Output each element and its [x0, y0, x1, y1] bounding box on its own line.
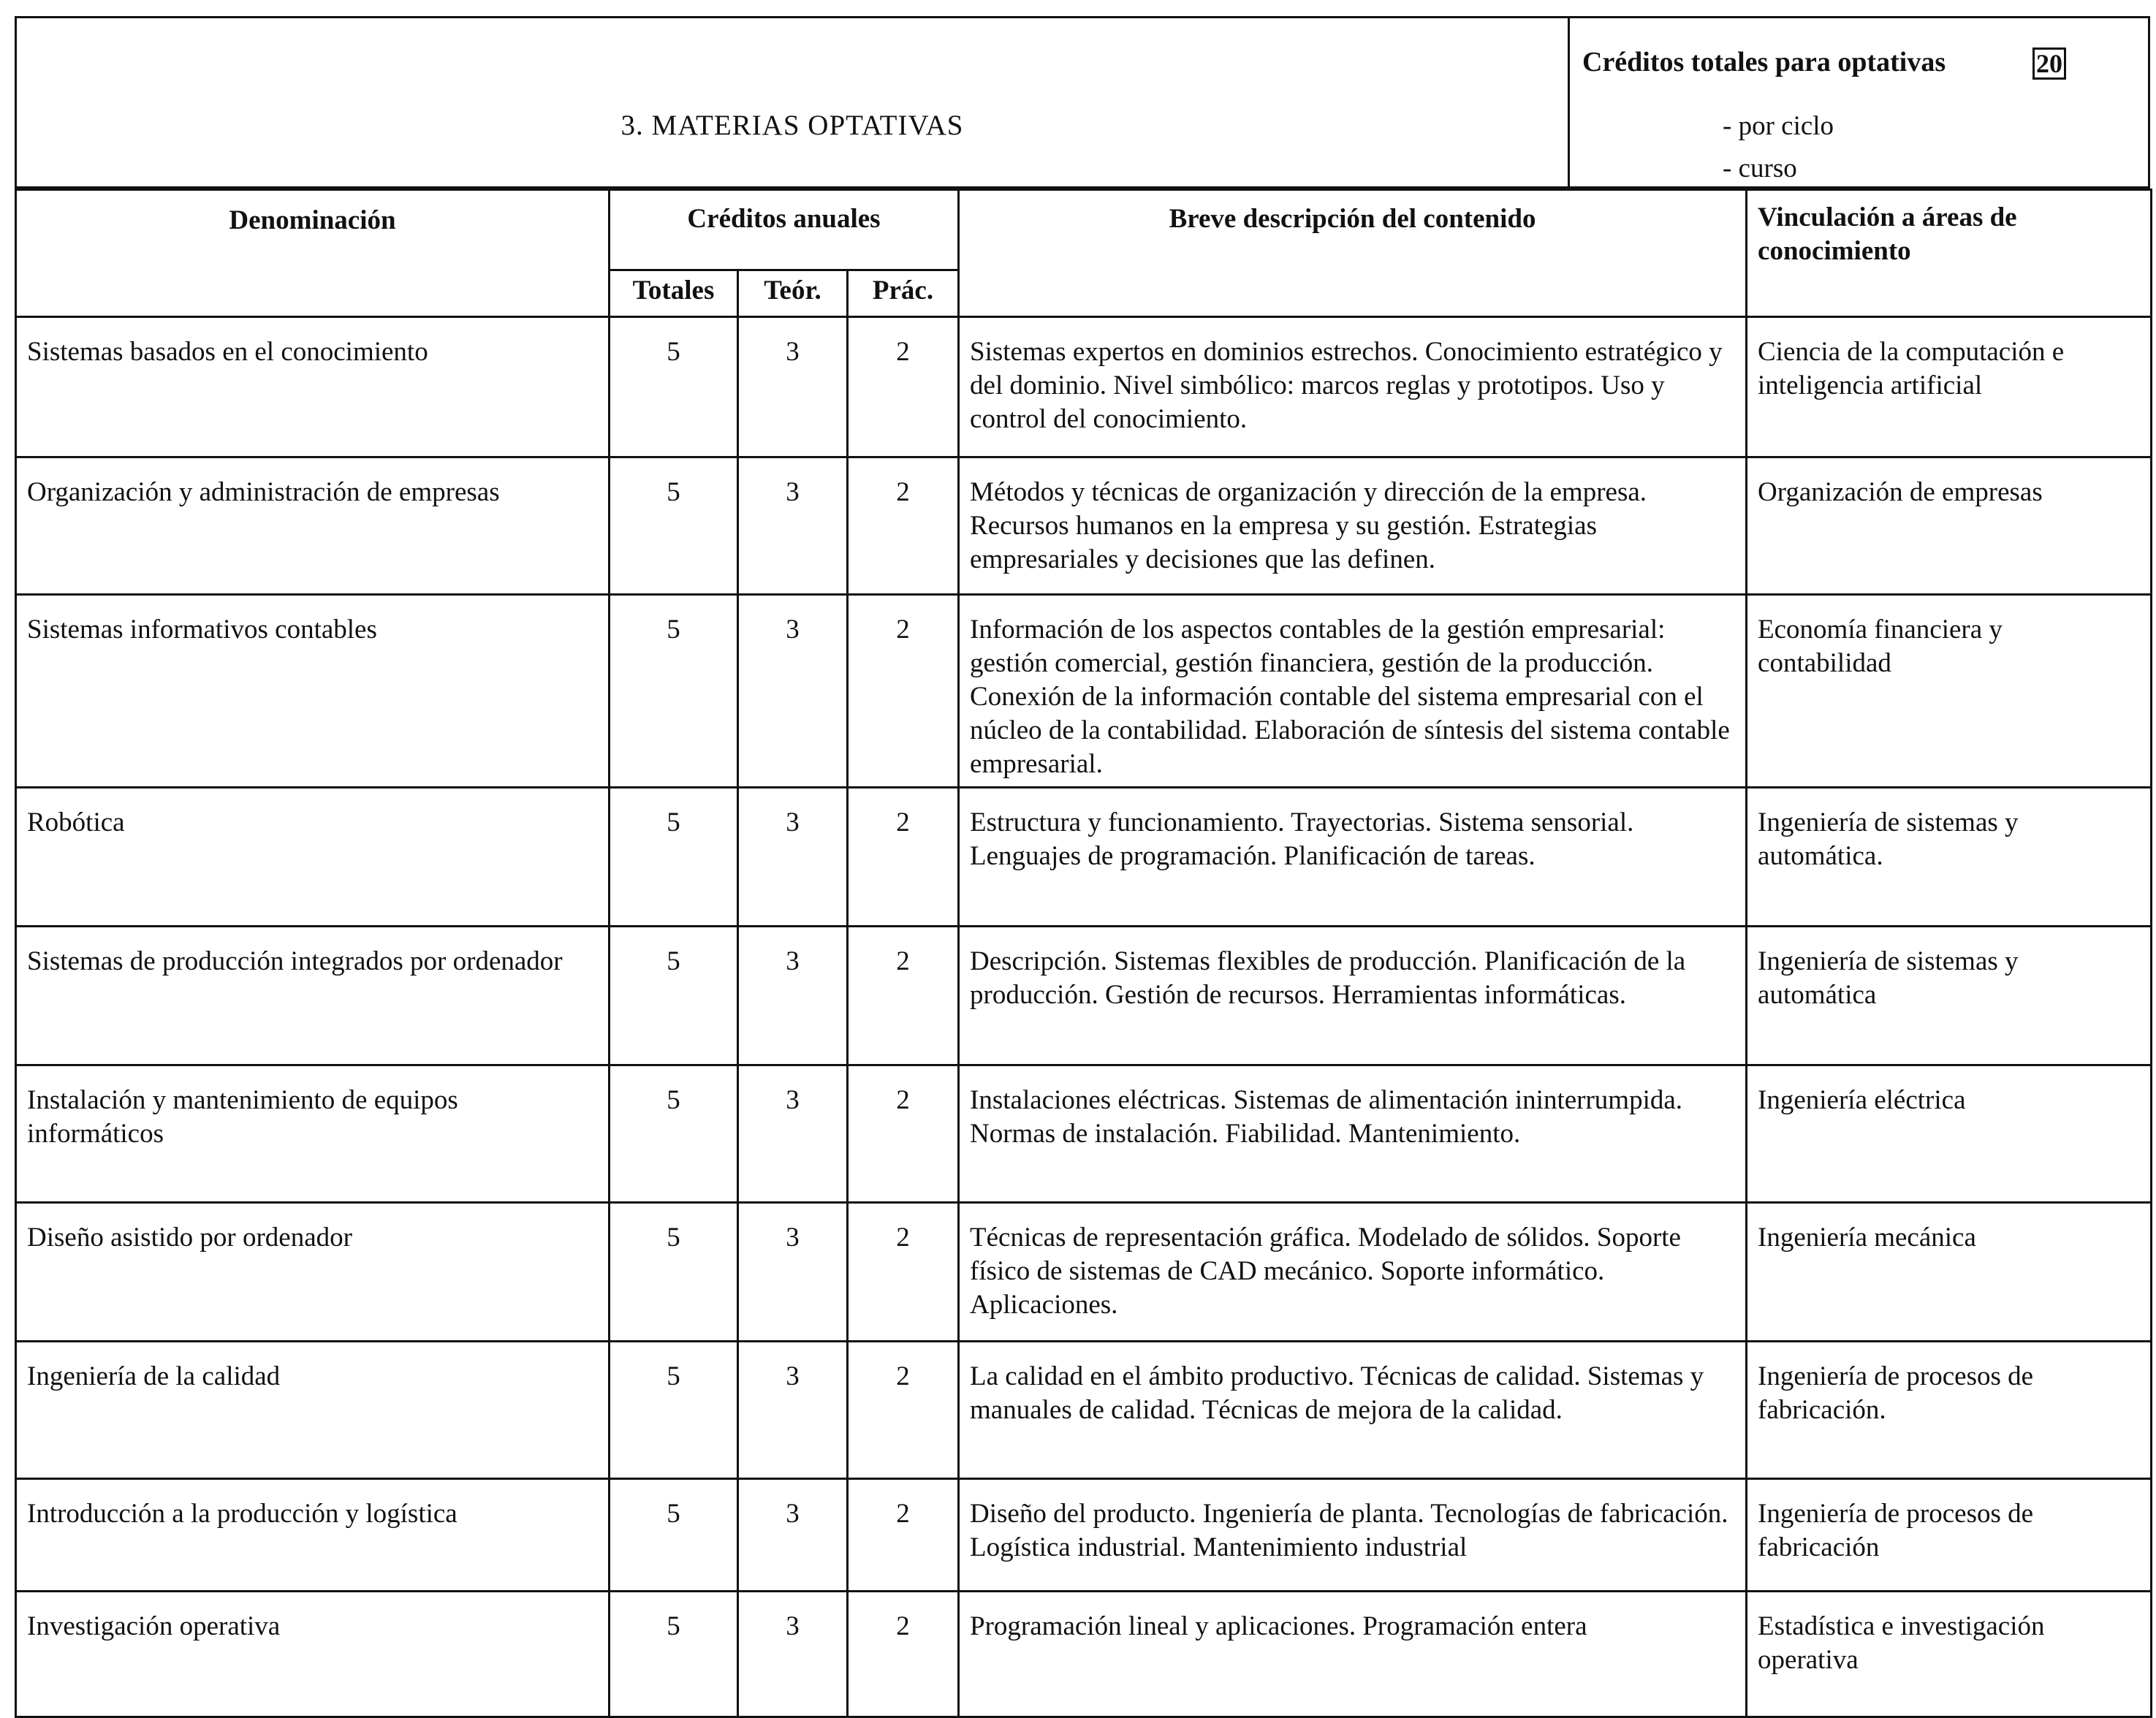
- per-cycle-label: - por ciclo: [1723, 111, 1834, 141]
- column-header-credits: Créditos anuales: [610, 190, 959, 270]
- knowledge-area: Ciencia de la computación e inteligencia artificial: [1747, 317, 2152, 457]
- table-row: [16, 788, 2152, 927]
- credits-theory: 3: [738, 927, 848, 1065]
- column-header-name: Denominación: [16, 190, 610, 317]
- table-body: [16, 317, 2152, 1717]
- credits-practice: 2: [848, 317, 959, 457]
- knowledge-area: Ingeniería de procesos de fabricación: [1747, 1479, 2152, 1592]
- knowledge-area: Ingeniería de sistemas y automática: [1747, 927, 2152, 1065]
- credits-theory: 3: [738, 1203, 848, 1342]
- credits-practice: 2: [848, 1203, 959, 1342]
- knowledge-area: Estadística e investigación operativa: [1747, 1592, 2152, 1717]
- course-description: Métodos y técnicas de organización y dirección de la empresa. Recursos humanos en la empresa y su gestión. Estrategias empresariales y decisiones que las definen.: [959, 457, 1747, 595]
- course-name: Sistemas informativos contables: [16, 595, 610, 788]
- header-divider: [1568, 18, 1570, 186]
- course-description: La calidad en el ámbito productivo. Técnicas de calidad. Sistemas y manuales de calidad. Técnicas de mejora de la calidad.: [959, 1342, 1747, 1479]
- credits-total: 5: [610, 1479, 738, 1592]
- section-header: [15, 16, 2150, 189]
- credits-total: 5: [610, 457, 738, 595]
- credits-practice: 2: [848, 595, 959, 788]
- credits-practice: 2: [848, 1479, 959, 1592]
- course-name: Instalación y mantenimiento de equipos informáticos: [16, 1065, 610, 1203]
- course-description: Instalaciones eléctricas. Sistemas de alimentación ininterrumpida. Normas de instalación. Fiabilidad. Mantenimiento.: [959, 1065, 1747, 1203]
- per-course-label: - curso: [1723, 153, 1797, 183]
- total-credits-label: Créditos totales para optativas: [1582, 47, 1946, 77]
- course-name: Robótica: [16, 788, 610, 927]
- course-description: Sistemas expertos en dominios estrechos. Conocimiento estratégico y del dominio. Nivel simbólico: marcos reglas y prototipos. Uso y control del conocimiento.: [959, 317, 1747, 457]
- course-name: Sistemas de producción integrados por ordenador: [16, 927, 610, 1065]
- course-name: Sistemas basados en el conocimiento: [16, 317, 610, 457]
- credits-total: 5: [610, 788, 738, 927]
- course-description: Diseño del producto. Ingeniería de planta. Tecnologías de fabricación. Logística industrial. Mantenimiento industrial: [959, 1479, 1747, 1592]
- column-header-theory: Teór.: [738, 270, 848, 317]
- credits-practice: 2: [848, 1342, 959, 1479]
- credits-practice: 2: [848, 1592, 959, 1717]
- page-title: 3. MATERIAS OPTATIVAS: [620, 110, 964, 141]
- course-description: Programación lineal y aplicaciones. Programación entera: [959, 1592, 1747, 1717]
- credits-practice: 2: [848, 927, 959, 1065]
- credits-total: 5: [610, 595, 738, 788]
- knowledge-area: Ingeniería mecánica: [1747, 1203, 2152, 1342]
- credits-practice: 2: [848, 457, 959, 595]
- credits-total: 5: [610, 927, 738, 1065]
- table-header-row: [16, 190, 2152, 270]
- course-description: Técnicas de representación gráfica. Modelado de sólidos. Soporte físico de sistemas de CAD mecánico. Soporte informático. Aplicaciones.: [959, 1203, 1747, 1342]
- credits-theory: 3: [738, 1479, 848, 1592]
- knowledge-area: Ingeniería de sistemas y automática.: [1747, 788, 2152, 927]
- credits-total: 5: [610, 1065, 738, 1203]
- table-row: [16, 595, 2152, 788]
- total-credits-value: 20: [2032, 47, 2066, 80]
- credits-theory: 3: [738, 1342, 848, 1479]
- credits-theory: 3: [738, 1592, 848, 1717]
- course-name: Diseño asistido por ordenador: [16, 1203, 610, 1342]
- table-row: [16, 1203, 2152, 1342]
- table-row: [16, 1479, 2152, 1592]
- knowledge-area: Organización de empresas: [1747, 457, 2152, 595]
- credits-practice: 2: [848, 1065, 959, 1203]
- credits-theory: 3: [738, 457, 848, 595]
- credits-total: 5: [610, 317, 738, 457]
- knowledge-area: Ingeniería eléctrica: [1747, 1065, 2152, 1203]
- course-description: Estructura y funcionamiento. Trayectorias. Sistema sensorial. Lenguajes de programación. Planificación de tareas.: [959, 788, 1747, 927]
- table-row: [16, 927, 2152, 1065]
- credits-theory: 3: [738, 595, 848, 788]
- column-header-areas: Vinculación a áreas de conocimiento: [1747, 190, 2152, 317]
- course-description: Información de los aspectos contables de la gestión empresarial: gestión comercial, gestión financiera, gestión de la producción. Conexión de la información contable del sistema empresarial con el núcleo de la contabilidad. Elaboración de síntesis del sistema contable empresarial.: [959, 595, 1747, 788]
- course-description: Descripción. Sistemas flexibles de producción. Planificación de la producción. Gestión de recursos. Herramientas informáticas.: [959, 927, 1747, 1065]
- table-row: [16, 1342, 2152, 1479]
- credits-total: 5: [610, 1342, 738, 1479]
- table-row: [16, 317, 2152, 457]
- course-name: Introducción a la producción y logística: [16, 1479, 610, 1592]
- column-header-description: Breve descripción del contenido: [959, 190, 1747, 317]
- elective-courses-table: [15, 189, 2152, 1718]
- course-name: Ingeniería de la calidad: [16, 1342, 610, 1479]
- table-row: [16, 1065, 2152, 1203]
- knowledge-area: Economía financiera y contabilidad: [1747, 595, 2152, 788]
- credits-theory: 3: [738, 788, 848, 927]
- knowledge-area: Ingeniería de procesos de fabricación.: [1747, 1342, 2152, 1479]
- column-header-totals: Totales: [610, 270, 738, 317]
- credits-total: 5: [610, 1203, 738, 1342]
- column-header-practice: Prác.: [848, 270, 959, 317]
- table-row: [16, 457, 2152, 595]
- credits-total: 5: [610, 1592, 738, 1717]
- course-name: Organización y administración de empresas: [16, 457, 610, 595]
- table-row: [16, 1592, 2152, 1717]
- course-name: Investigación operativa: [16, 1592, 610, 1717]
- credits-practice: 2: [848, 788, 959, 927]
- credits-theory: 3: [738, 317, 848, 457]
- credits-theory: 3: [738, 1065, 848, 1203]
